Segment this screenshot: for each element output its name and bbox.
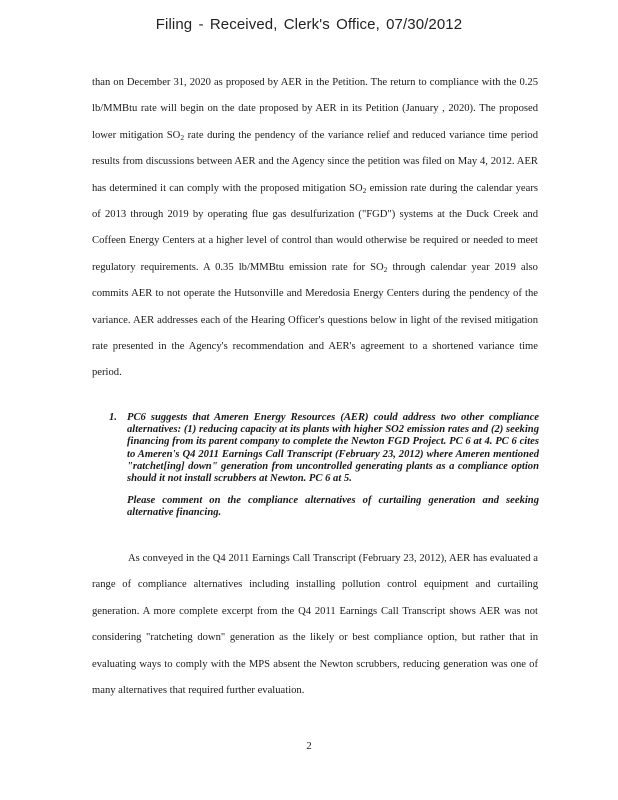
paragraph-text: [92, 70, 538, 387]
para1-part-a: than on December 31, 2020 as proposed by AER in the Petition. The return to compliance with the 0.25 lb/MMBtu rate will begin on the date proposed by AER in its Petition (January , 2020). The proposed lower mitigation SO: [92, 77, 538, 141]
para1-part-c: emission rate during the calendar years of 2013 through 2019 by operating flue gas desulfurization ("FGD") systems at the Duck Creek and Coffeen Energy Centers at a higher level of control than would otherwise be required or needed to meet regulatory requirements. A 0.35 lb/MMBtu emission rate for SO: [92, 182, 538, 273]
question-text: PC6 suggests that Ameren Energy Resources (AER) could address two other compliance alternatives: (1) reducing capacity at its plants with higher SO2 emission rates and (2) seeking financing from its parent company to complete the Newton FGD Project. PC 6 at 4. PC 6 cites to Ameren's Q4 2011 Earnings Call Transcript (February 23, 2012) where Ameren mentioned "ratchet[ing] down" generation from uncontrolled generating plants as a compliance option should it not install scrubbers at Newton. PC 6 at 5.: [127, 412, 539, 485]
para1-part-b: rate during the pendency of the variance relief and reduced variance time period results from discussions between AER and the Agency since the petition was filed on May 4, 2012. AER has determined it can comply with the proposed mitigation SO: [92, 129, 538, 194]
so2-subscript: 2: [383, 264, 388, 274]
filing-stamp-header: Filing - Received, Clerk's Office, 07/30/2012: [155, 16, 463, 33]
response-paragraph: [92, 546, 538, 704]
so2-subscript: 2: [362, 185, 367, 195]
question-request: Please comment on the compliance alternatives of curtailing generation and seeking alternative financing.: [127, 495, 539, 519]
para1-part-d: through calendar year 2019 also commits AER to not operate the Hutsonville and Meredosia Energy Centers during the pendency of the variance. AER addresses each of the Hearing Officer's questions below in light of the revised mitigation rate presented in the Agency's recommendation and AER's agreement to a shortened variance time period.: [92, 261, 538, 379]
response-text: As conveyed in the Q4 2011 Earnings Call Transcript (February 23, 2012), AER has evaluated a range of compliance alternatives including installing pollution control equipment and curtailing generation. A more complete excerpt from the Q4 2011 Earnings Call Transcript shows AER was not considering "ratcheting down" generation as the likely or best compliance option, but rather that in evaluating ways to comply with the MPS absent the Newton scrubbers, reducing generation was one of many alternatives that required further evaluation.: [92, 553, 538, 697]
question-number: 1.: [109, 412, 117, 423]
page-number: 2: [306, 740, 312, 752]
so2-subscript: 2: [180, 132, 185, 142]
opening-paragraph: [92, 70, 538, 387]
hearing-officer-question: [109, 412, 539, 520]
